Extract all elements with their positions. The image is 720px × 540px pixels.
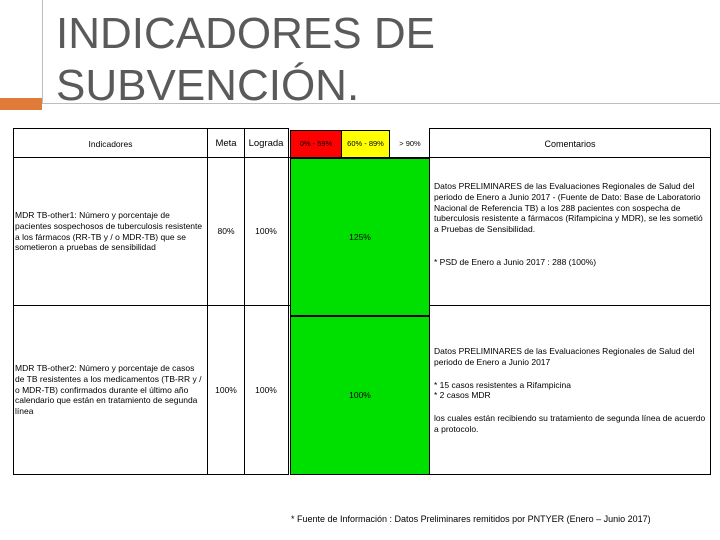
accent-line-vertical bbox=[42, 0, 43, 104]
slide-title: INDICADORES DE SUBVENCIÓN. bbox=[56, 9, 435, 110]
row1-meta: 80% bbox=[217, 226, 235, 237]
header-range-green: > 90% bbox=[399, 138, 421, 148]
row1-indicador-text: MDR TB-other1: Número y porcentaje de pacientes sospechosos de tuberculosis resistente a los fármacos (RR-TB y / o MDR-TB) que se sometieron a pruebas de sensibilidad bbox=[15, 209, 203, 253]
row1-indicador bbox=[13, 158, 210, 305]
row1-comentarios bbox=[432, 181, 708, 301]
header-range-red: 0% - 59% bbox=[290, 130, 342, 158]
source-footnote: * Fuente de Información : Datos Preliminares remitidos por PNTYER (Enero – Junio 2017) bbox=[291, 514, 651, 524]
row2-comentarios bbox=[432, 346, 708, 466]
row2-bullet-mdr: * 2 casos MDR bbox=[434, 390, 491, 401]
accent-box bbox=[0, 98, 42, 110]
row2-percentage-cell: 100% bbox=[290, 316, 430, 475]
row1-lograda: 100% bbox=[255, 226, 277, 237]
row2-meta: 100% bbox=[215, 384, 237, 395]
row2-comment-tratamiento: los cuales están recibiendo su tratamiento de segunda línea de acuerdo a protocolo. bbox=[434, 413, 706, 434]
row2-indicador bbox=[13, 306, 208, 474]
header-meta: Meta bbox=[215, 137, 237, 149]
header-comentarios: Comentarios bbox=[544, 138, 596, 149]
header-range-yellow: 60% - 89% bbox=[341, 130, 390, 158]
row2-indicador-text: MDR TB-other2: Número y porcentaje de casos de TB resistentes a los medicamentos (TB-RR y / o MDR-TB) confirmados durante el último año calendario que están en tratamiento de segunda línea bbox=[15, 363, 202, 417]
row1-percentage-cell: 125% bbox=[290, 158, 430, 316]
header-lograda: Lograda bbox=[248, 137, 284, 149]
row2-comment-main: Datos PRELIMINARES de las Evaluaciones Regionales de Salud del periodo de Enero a Junio 2017 bbox=[434, 346, 695, 367]
row2-bullet-rifampicina: * 15 casos resistentes a Rifampicina bbox=[434, 379, 572, 390]
row1-comment-psd: * PSD de Enero a Junio 2017 : 288 (100%) bbox=[434, 256, 597, 267]
row1-comment-main: Datos PRELIMINARES de las Evaluaciones Regionales de Salud del periodo de Enero a Junio 2017 - (Fuente de Dato: Base de Laboratorio Nacional de Referencia TB) a los 288 pacientes con sospecha de tuberculosis resistente a fármacos (Rifampicina y MDR), se les sometió a Pruebas de Sensibilidad. bbox=[434, 181, 703, 235]
row2-lograda: 100% bbox=[255, 384, 277, 395]
header-indicadores: Indicadores bbox=[88, 138, 133, 149]
